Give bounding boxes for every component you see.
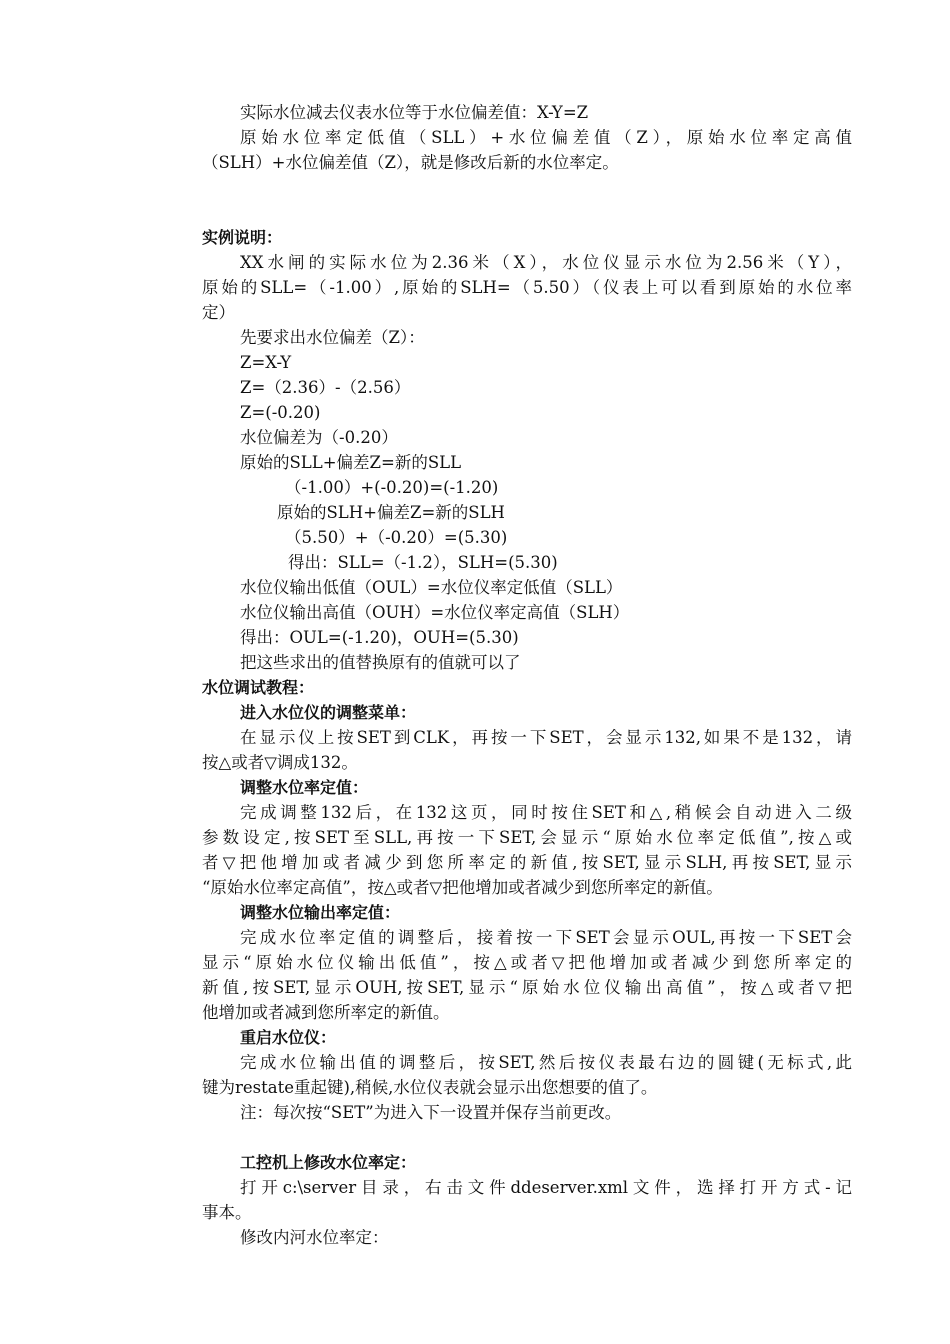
paragraph-line: 在显示仪上按SET到CLK，再按一下SET，会显示132,如果不是132，请: [240, 728, 852, 747]
paragraph-line: 者▽把他增加或者减少到您所率定的新值,按SET,显示SLH,再按SET,显示: [202, 853, 852, 872]
example-line-3: 定）: [202, 303, 235, 322]
paragraph-line: 参数设定,按SET至SLL,再按一下SET,会显示“原始水位率定低值”,按△或: [202, 828, 852, 847]
output-line: 水位仪输出高值（OUH）=水位仪率定高值（SLH）: [240, 603, 630, 622]
example-heading: 实例说明：: [202, 228, 283, 247]
paragraph-line: 新值,按SET,显示OUH,按SET,显示“原始水位仪输出高值”，按△或者▽把: [202, 978, 852, 997]
example-line-1: XX水闸的实际水位为2.36米（X），水位仪显示水位为2.56米（Y），: [240, 253, 852, 272]
paragraph-line: 打开c:\server目录，右击文件ddeserver.xml文件，选择打开方式-记: [240, 1178, 852, 1197]
step-intro: 先要求出水位偏差（Z）：: [240, 328, 425, 347]
calc-line: Z=(-0.20): [240, 403, 321, 422]
paragraph-line: 键为restate重起键),稍候,水位仪表就会显示出您想要的值了。: [202, 1078, 658, 1097]
calc-line: Z=（2.36）-（2.56）: [240, 378, 411, 397]
calc-line: 原始的SLH+偏差Z=新的SLH: [277, 503, 505, 522]
paragraph-line: 修改内河水位率定：: [240, 1228, 389, 1247]
paragraph-line: 事本。: [202, 1203, 252, 1222]
paragraph-line: “原始水位率定高值”，按△或者▽把他增加或者减少到您所率定的新值。: [202, 878, 723, 897]
paragraph-line: 显示“原始水位仪输出低值”，按△或者▽把他增加或者减少到您所率定的: [202, 953, 852, 972]
example-line-2: 原始的SLL=（-1.00）,原始的SLH=（5.50）（仪表上可以看到原始的水位率: [202, 278, 852, 297]
note-line: 注：每次按“SET”为进入下一设置并保存当前更改。: [240, 1103, 622, 1122]
section-heading-calibration: 调整水位率定值：: [240, 778, 369, 797]
calc-line: Z=X-Y: [240, 353, 292, 372]
rule-line-2: （SLH）+水位偏差值（Z），就是修改后新的水位率定。: [202, 153, 619, 172]
rule-line-1: 原始水位率定低值（SLL）+水位偏差值（Z），原始水位率定高值: [240, 128, 852, 147]
paragraph-line: 完成调整132后，在132这页，同时按住SET和△,稍候会自动进入二级: [240, 803, 852, 822]
calc-line: （5.50）+（-0.20）=(5.30): [285, 528, 508, 547]
output-note: 把这些求出的值替换原有的值就可以了: [240, 653, 521, 672]
section-heading-menu: 进入水位仪的调整菜单：: [240, 703, 417, 722]
tutorial-heading: 水位调试教程：: [202, 678, 315, 697]
calc-result: 得出：SLL=（-1.2），SLH=(5.30): [288, 553, 558, 572]
paragraph-line: 按△或者▽调成132。: [202, 753, 358, 772]
output-line: 水位仪输出低值（OUL）=水位仪率定低值（SLL）: [240, 578, 623, 597]
calc-line: （-1.00）+(-0.20)=(-1.20): [285, 478, 499, 497]
paragraph-line: 完成水位率定值的调整后，接着按一下SET会显示OUL,再按一下SET会: [240, 928, 852, 947]
paragraph-line: 完成水位输出值的调整后，按SET,然后按仪表最右边的圆键(无标式,此: [240, 1053, 852, 1072]
calc-line: 原始的SLL+偏差Z=新的SLL: [240, 453, 462, 472]
section-heading-output: 调整水位输出率定值：: [240, 903, 401, 922]
formula-line: 实际水位减去仪表水位等于水位偏差值：X-Y=Z: [240, 103, 589, 122]
section-heading-restart: 重启水位仪：: [240, 1028, 337, 1047]
section-heading-ipc: 工控机上修改水位率定：: [240, 1153, 417, 1172]
paragraph-line: 他增加或者减到您所率定的新值。: [202, 1003, 450, 1022]
calc-line: 水位偏差为（-0.20）: [240, 428, 398, 447]
output-result: 得出：OUL=(-1.20)，OUH=(5.30): [240, 628, 519, 647]
